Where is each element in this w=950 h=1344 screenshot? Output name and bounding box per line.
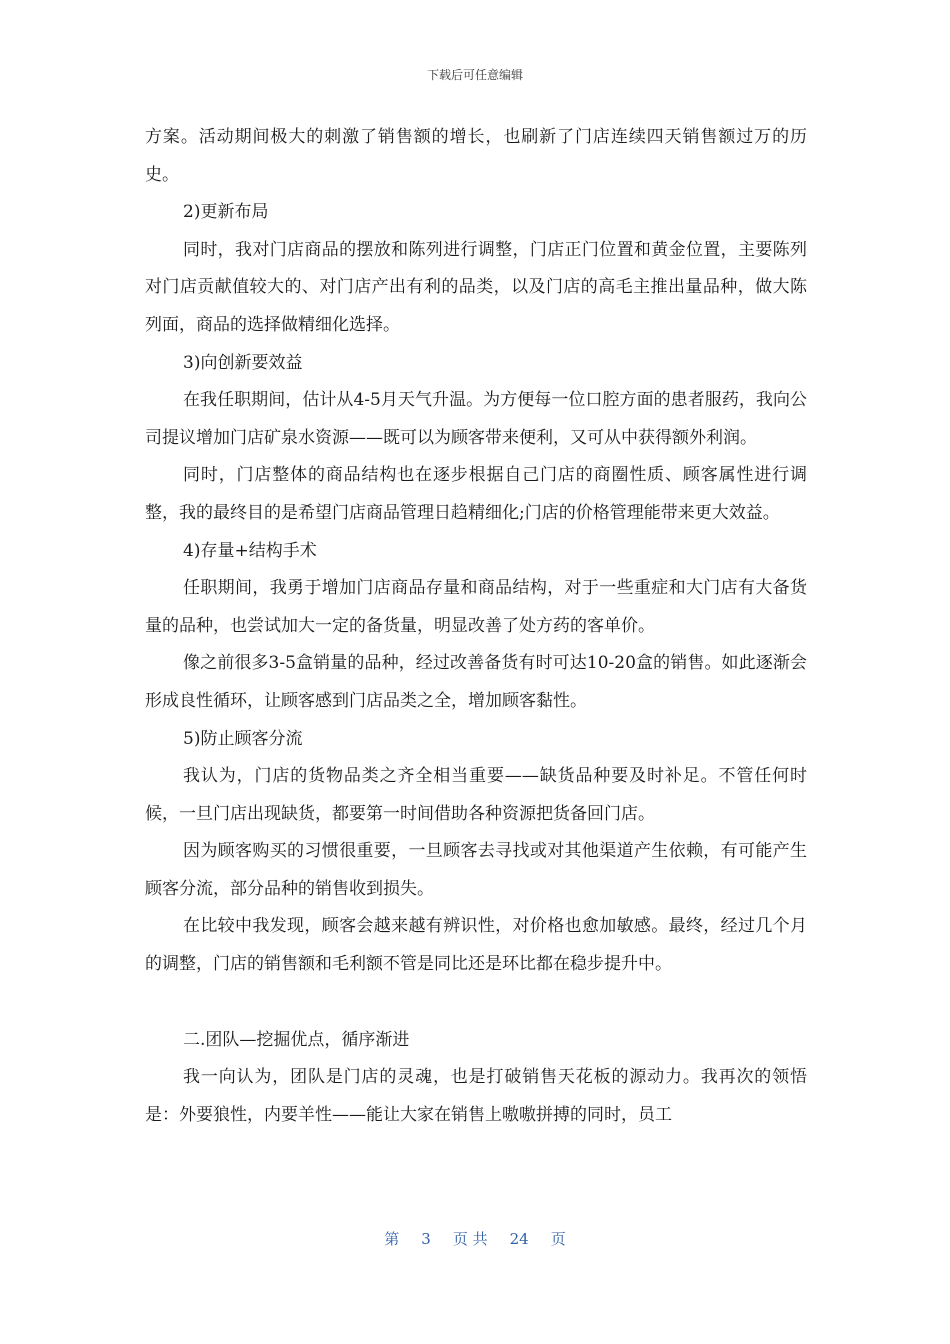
document-body xyxy=(145,119,807,1134)
paragraph: 我一向认为，团队是门店的灵魂，也是打破销售天花板的源动力。我再次的领悟是：外要狼性，内要羊性——能让大家在销售上嗷嗷拼搏的同时，员工 xyxy=(145,1067,807,1125)
paragraph: 同时，门店整体的商品结构也在逐步根据自己门店的商圈性质、顾客属性进行调整，我的最终目的是希望门店商品管理日趋精细化;门店的价格管理能带来更大效益。 xyxy=(145,465,807,523)
section-heading: 2)更新布局 xyxy=(183,202,269,223)
footer-prefix: 第 xyxy=(384,1230,400,1248)
paragraph: 因为顾客购买的习惯很重要，一旦顾客去寻找或对其他渠道产生依赖，有可能产生顾客分流，部分品种的销售收到损失。 xyxy=(145,841,807,899)
total-pages-number: 24 xyxy=(509,1230,529,1248)
paragraph: 在比较中我发现，顾客会越来越有辨识性，对价格也愈加敏感。最终，经过几个月的调整，门店的销售额和毛利额不管是同比还是环比都在稳步提升中。 xyxy=(145,916,807,975)
section-heading: 4)存量+结构手术 xyxy=(183,540,317,561)
section-heading: 二.团队—挖掘优点，循序渐进 xyxy=(183,1029,410,1050)
paragraph: 我认为，门店的货物品类之齐全相当重要——缺货品种要及时补足。不管任何时候，一旦门店出现缺货，都要第一时间借助各种资源把货备回门店。 xyxy=(145,766,807,824)
page-header xyxy=(0,67,950,83)
footer-middle: 页 共 xyxy=(452,1230,488,1248)
header-text: 下载后可任意编辑 xyxy=(426,68,523,82)
section-heading: 5)防止顾客分流 xyxy=(183,728,303,749)
current-page-number: 3 xyxy=(421,1230,431,1248)
paragraph: 在我任职期间，估计从4-5月天气升温。为方便每一位口腔方面的患者服药，我向公司提议增加门店矿泉水资源——既可以为顾客带来便利，又可从中获得额外利润。 xyxy=(145,390,807,448)
page-footer xyxy=(0,1229,950,1249)
paragraph: 同时，我对门店商品的摆放和陈列进行调整，门店正门位置和黄金位置，主要陈列对门店贡献值较大的、对门店产出有利的品类，以及门店的高毛主推出量品种，做大陈列面，商品的选择做精细化选择。 xyxy=(145,239,807,335)
section-heading: 3)向创新要效益 xyxy=(183,352,303,373)
section-gap xyxy=(145,984,807,1022)
footer-suffix: 页 xyxy=(550,1230,566,1248)
paragraph: 方案。活动期间极大的刺激了销售额的增长，也刷新了门店连续四天销售额过万的历史。 xyxy=(145,127,807,185)
paragraph: 像之前很多3-5盒销量的品种，经过改善备货有时可达10-20盒的销售。如此逐渐会形成良性循环，让顾客感到门店品类之全，增加顾客黏性。 xyxy=(145,653,807,711)
paragraph: 任职期间，我勇于增加门店商品存量和商品结构，对于一些重症和大门店有大备货量的品种，也尝试加大一定的备货量，明显改善了处方药的客单价。 xyxy=(145,578,807,636)
